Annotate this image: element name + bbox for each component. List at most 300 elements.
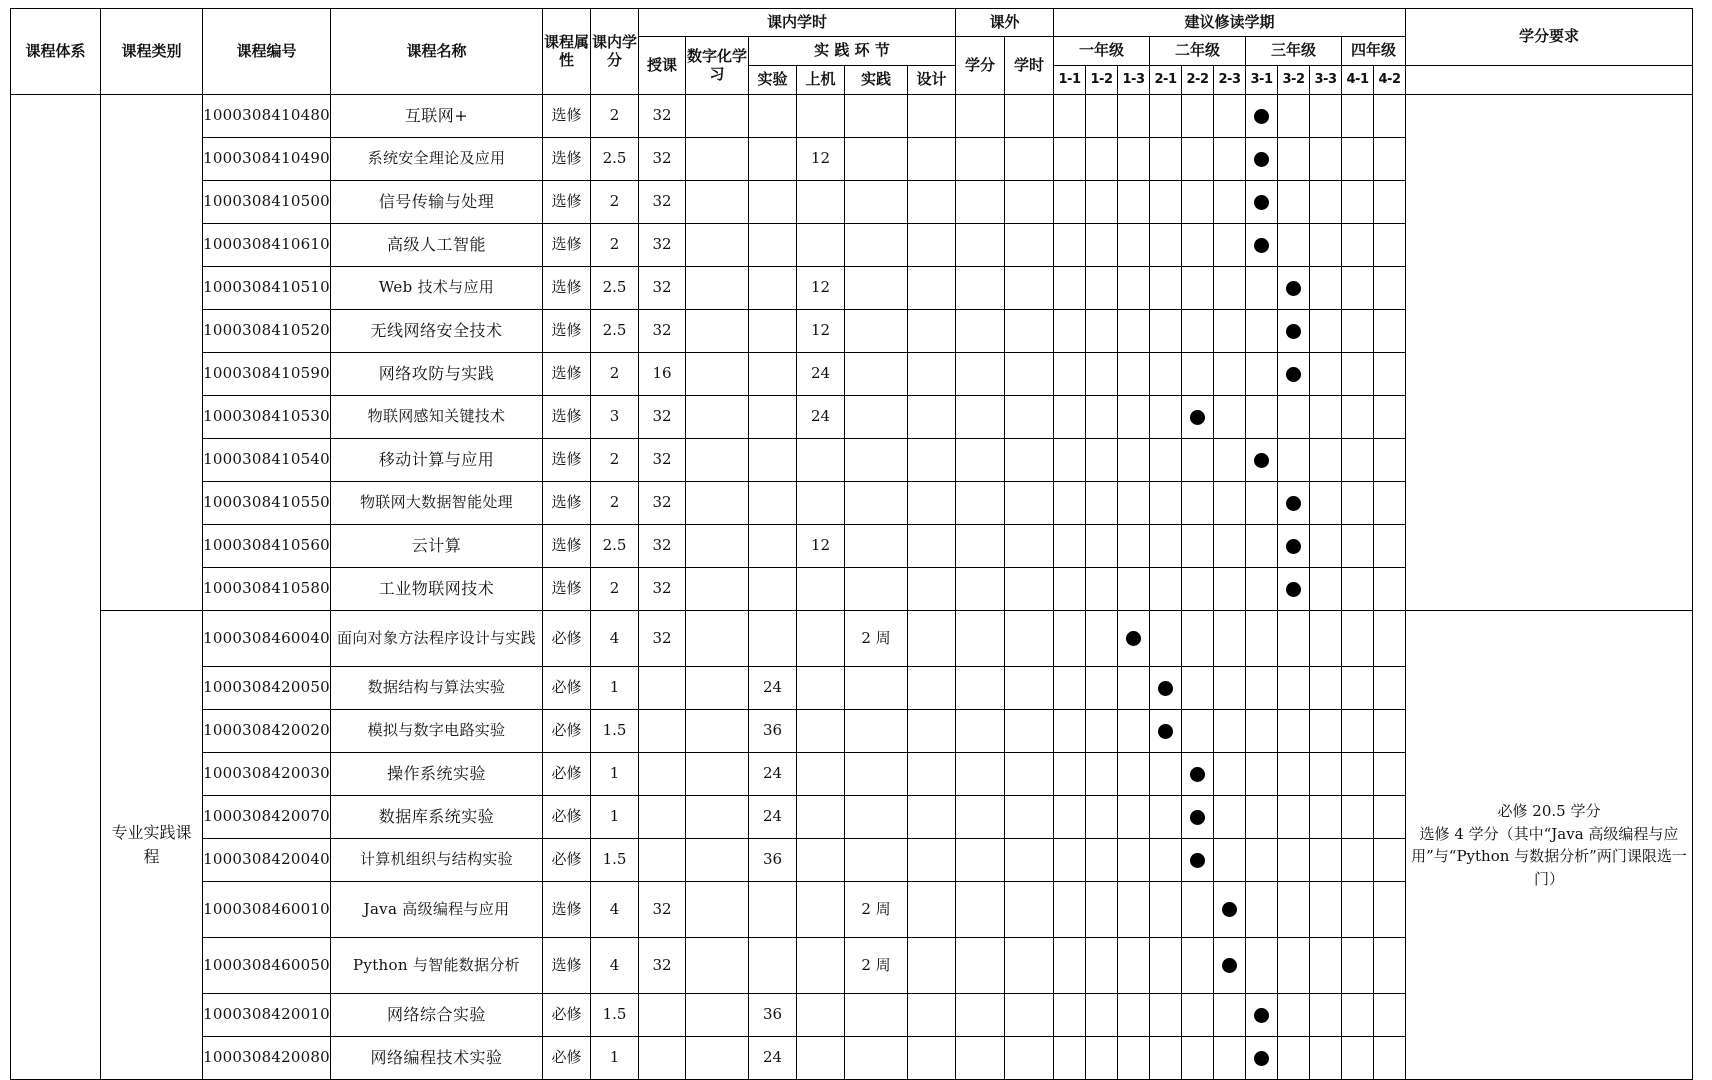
course-attr: 选修 bbox=[543, 525, 591, 568]
semester-cell-2-1 bbox=[1150, 525, 1182, 568]
semester-cell-2-1 bbox=[1150, 667, 1182, 710]
semester-cell-2-1 bbox=[1150, 839, 1182, 882]
requirement-line: 选修 4 学分（其中“Java 高级编程与应用”与“Python 与数据分析”两门课限选一门） bbox=[1411, 824, 1687, 888]
hours-out-hours bbox=[1005, 224, 1054, 267]
hours-lecture: 32 bbox=[639, 224, 686, 267]
semester-dot-icon bbox=[1190, 810, 1205, 825]
hours-digital bbox=[686, 796, 749, 839]
header-digital: 数字化学习 bbox=[686, 37, 749, 95]
hours-experiment bbox=[749, 882, 797, 938]
hours-practice bbox=[845, 796, 908, 839]
semester-cell-4-2 bbox=[1374, 353, 1406, 396]
hours-design bbox=[908, 882, 956, 938]
semester-cell-4-1 bbox=[1342, 994, 1374, 1037]
hours-out-hours bbox=[1005, 753, 1054, 796]
semester-cell-3-1 bbox=[1246, 1037, 1278, 1080]
hours-practice bbox=[845, 396, 908, 439]
semester-cell-2-3 bbox=[1214, 95, 1246, 138]
semester-cell-2-1 bbox=[1150, 882, 1182, 938]
course-code: 1000308420070 bbox=[203, 796, 331, 839]
course-code: 1000308460010 bbox=[203, 882, 331, 938]
semester-dot-icon bbox=[1158, 681, 1173, 696]
course-name: Web 技术与应用 bbox=[331, 267, 543, 310]
hours-out-credit bbox=[956, 994, 1005, 1037]
semester-cell-1-2 bbox=[1086, 938, 1118, 994]
hours-computer bbox=[797, 224, 845, 267]
course-attr: 必修 bbox=[543, 796, 591, 839]
hours-practice bbox=[845, 310, 908, 353]
semester-cell-3-2 bbox=[1278, 353, 1310, 396]
course-credit: 2.5 bbox=[591, 310, 639, 353]
semester-cell-2-3 bbox=[1214, 310, 1246, 353]
header-category: 课程类别 bbox=[101, 9, 203, 95]
semester-cell-2-3 bbox=[1214, 568, 1246, 611]
course-name: 互联网+ bbox=[331, 95, 543, 138]
semester-cell-4-1 bbox=[1342, 839, 1374, 882]
hours-practice bbox=[845, 667, 908, 710]
hours-design bbox=[908, 224, 956, 267]
semester-cell-4-2 bbox=[1374, 994, 1406, 1037]
course-code: 1000308460040 bbox=[203, 611, 331, 667]
course-code: 1000308410610 bbox=[203, 224, 331, 267]
hours-out-credit bbox=[956, 568, 1005, 611]
semester-cell-4-2 bbox=[1374, 1037, 1406, 1080]
course-credit: 4 bbox=[591, 611, 639, 667]
hours-lecture bbox=[639, 710, 686, 753]
semester-cell-3-2 bbox=[1278, 267, 1310, 310]
course-code: 1000308410490 bbox=[203, 138, 331, 181]
semester-cell-2-1 bbox=[1150, 710, 1182, 753]
hours-experiment bbox=[749, 181, 797, 224]
hours-digital bbox=[686, 95, 749, 138]
semester-cell-3-3 bbox=[1310, 439, 1342, 482]
semester-cell-3-1 bbox=[1246, 882, 1278, 938]
requirement-line: 必修 20.5 学分 bbox=[1497, 802, 1601, 820]
hours-practice bbox=[845, 224, 908, 267]
course-attr: 选修 bbox=[543, 439, 591, 482]
semester-cell-2-2 bbox=[1182, 994, 1214, 1037]
category-cell bbox=[101, 95, 203, 611]
hours-practice bbox=[845, 267, 908, 310]
hours-out-credit bbox=[956, 525, 1005, 568]
header-semester-3-1: 3-1 bbox=[1246, 66, 1278, 95]
semester-cell-1-3 bbox=[1118, 525, 1150, 568]
semester-cell-3-3 bbox=[1310, 753, 1342, 796]
semester-dot-icon bbox=[1286, 324, 1301, 339]
course-name: 物联网感知关键技术 bbox=[331, 396, 543, 439]
semester-cell-4-2 bbox=[1374, 95, 1406, 138]
semester-cell-2-2 bbox=[1182, 839, 1214, 882]
hours-experiment bbox=[749, 138, 797, 181]
hours-practice bbox=[845, 568, 908, 611]
header-attr: 课程属性 bbox=[543, 9, 591, 95]
hours-out-credit bbox=[956, 1037, 1005, 1080]
semester-cell-1-2 bbox=[1086, 882, 1118, 938]
semester-cell-2-3 bbox=[1214, 482, 1246, 525]
hours-digital bbox=[686, 525, 749, 568]
course-attr: 选修 bbox=[543, 938, 591, 994]
course-name: 操作系统实验 bbox=[331, 753, 543, 796]
hours-experiment: 24 bbox=[749, 1037, 797, 1080]
hours-practice bbox=[845, 839, 908, 882]
header-experiment: 实验 bbox=[749, 66, 797, 95]
semester-cell-1-1 bbox=[1054, 611, 1086, 667]
semester-cell-3-1 bbox=[1246, 224, 1278, 267]
semester-cell-1-2 bbox=[1086, 224, 1118, 267]
semester-cell-1-3 bbox=[1118, 138, 1150, 181]
hours-design bbox=[908, 138, 956, 181]
hours-digital bbox=[686, 611, 749, 667]
hours-computer: 12 bbox=[797, 267, 845, 310]
semester-cell-1-1 bbox=[1054, 310, 1086, 353]
curriculum-sheet bbox=[10, 8, 1693, 1080]
semester-cell-3-3 bbox=[1310, 95, 1342, 138]
semester-cell-3-3 bbox=[1310, 568, 1342, 611]
hours-out-credit bbox=[956, 667, 1005, 710]
hours-out-hours bbox=[1005, 353, 1054, 396]
hours-computer bbox=[797, 839, 845, 882]
semester-cell-4-1 bbox=[1342, 710, 1374, 753]
course-code: 1000308410510 bbox=[203, 267, 331, 310]
course-code: 1000308410530 bbox=[203, 396, 331, 439]
semester-cell-3-3 bbox=[1310, 1037, 1342, 1080]
semester-cell-1-3 bbox=[1118, 611, 1150, 667]
course-code: 1000308410560 bbox=[203, 525, 331, 568]
hours-out-hours bbox=[1005, 839, 1054, 882]
hours-experiment bbox=[749, 267, 797, 310]
hours-practice bbox=[845, 95, 908, 138]
semester-cell-2-3 bbox=[1214, 710, 1246, 753]
course-name: 云计算 bbox=[331, 525, 543, 568]
hours-out-credit bbox=[956, 353, 1005, 396]
hours-computer bbox=[797, 882, 845, 938]
semester-dot-icon bbox=[1286, 496, 1301, 511]
hours-digital bbox=[686, 439, 749, 482]
semester-cell-2-1 bbox=[1150, 482, 1182, 525]
semester-cell-3-2 bbox=[1278, 482, 1310, 525]
semester-cell-3-1 bbox=[1246, 310, 1278, 353]
course-credit: 1.5 bbox=[591, 994, 639, 1037]
header-out-credit: 学分 bbox=[956, 37, 1005, 95]
course-attr: 选修 bbox=[543, 482, 591, 525]
semester-cell-2-3 bbox=[1214, 611, 1246, 667]
semester-cell-2-3 bbox=[1214, 525, 1246, 568]
semester-cell-3-3 bbox=[1310, 938, 1342, 994]
hours-lecture bbox=[639, 1037, 686, 1080]
semester-cell-2-1 bbox=[1150, 1037, 1182, 1080]
semester-cell-4-1 bbox=[1342, 568, 1374, 611]
hours-computer bbox=[797, 95, 845, 138]
semester-cell-3-2 bbox=[1278, 667, 1310, 710]
semester-cell-3-1 bbox=[1246, 267, 1278, 310]
hours-lecture: 32 bbox=[639, 267, 686, 310]
credit-requirement bbox=[1406, 95, 1693, 611]
hours-out-hours bbox=[1005, 310, 1054, 353]
hours-practice: 2 周 bbox=[845, 938, 908, 994]
hours-out-credit bbox=[956, 310, 1005, 353]
hours-practice bbox=[845, 138, 908, 181]
hours-computer bbox=[797, 938, 845, 994]
semester-cell-3-2 bbox=[1278, 310, 1310, 353]
course-name: 无线网络安全技术 bbox=[331, 310, 543, 353]
semester-cell-4-1 bbox=[1342, 753, 1374, 796]
hours-digital bbox=[686, 710, 749, 753]
semester-cell-3-1 bbox=[1246, 439, 1278, 482]
hours-out-credit bbox=[956, 95, 1005, 138]
header-design: 设计 bbox=[908, 66, 956, 95]
semester-cell-4-2 bbox=[1374, 839, 1406, 882]
course-name: 网络编程技术实验 bbox=[331, 1037, 543, 1080]
hours-out-credit bbox=[956, 938, 1005, 994]
header-semester-3-3: 3-3 bbox=[1310, 66, 1342, 95]
semester-cell-1-1 bbox=[1054, 95, 1086, 138]
semester-cell-4-1 bbox=[1342, 396, 1374, 439]
hours-out-credit bbox=[956, 439, 1005, 482]
semester-cell-3-2 bbox=[1278, 753, 1310, 796]
hours-lecture bbox=[639, 796, 686, 839]
credit-requirement bbox=[1406, 611, 1693, 1080]
hours-experiment: 24 bbox=[749, 796, 797, 839]
semester-cell-3-3 bbox=[1310, 310, 1342, 353]
hours-experiment bbox=[749, 611, 797, 667]
course-attr: 必修 bbox=[543, 1037, 591, 1080]
course-code: 1000308460050 bbox=[203, 938, 331, 994]
semester-cell-3-3 bbox=[1310, 667, 1342, 710]
course-attr: 必修 bbox=[543, 994, 591, 1037]
semester-cell-3-1 bbox=[1246, 353, 1278, 396]
semester-cell-3-2 bbox=[1278, 710, 1310, 753]
hours-experiment bbox=[749, 310, 797, 353]
semester-cell-1-3 bbox=[1118, 224, 1150, 267]
hours-out-hours bbox=[1005, 882, 1054, 938]
hours-design bbox=[908, 667, 956, 710]
table-row bbox=[11, 611, 1693, 667]
course-credit: 2 bbox=[591, 224, 639, 267]
course-name: 网络攻防与实践 bbox=[331, 353, 543, 396]
semester-cell-2-1 bbox=[1150, 796, 1182, 839]
semester-cell-3-3 bbox=[1310, 138, 1342, 181]
header-computer: 上机 bbox=[797, 66, 845, 95]
semester-cell-4-2 bbox=[1374, 224, 1406, 267]
header-semester-4-2: 4-2 bbox=[1374, 66, 1406, 95]
header-lecture: 授课 bbox=[639, 37, 686, 95]
semester-cell-2-2 bbox=[1182, 224, 1214, 267]
hours-digital bbox=[686, 396, 749, 439]
semester-cell-3-2 bbox=[1278, 181, 1310, 224]
hours-computer: 12 bbox=[797, 525, 845, 568]
course-credit: 1.5 bbox=[591, 839, 639, 882]
semester-dot-icon bbox=[1158, 724, 1173, 739]
semester-cell-1-2 bbox=[1086, 667, 1118, 710]
hours-design bbox=[908, 938, 956, 994]
course-name: 数据库系统实验 bbox=[331, 796, 543, 839]
category-cell: 专业实践课程 bbox=[101, 611, 203, 1080]
hours-design bbox=[908, 353, 956, 396]
header-requirement-blank bbox=[1406, 66, 1693, 95]
semester-cell-2-2 bbox=[1182, 525, 1214, 568]
hours-lecture: 32 bbox=[639, 439, 686, 482]
semester-dot-icon bbox=[1286, 367, 1301, 382]
course-attr: 必修 bbox=[543, 839, 591, 882]
semester-cell-3-2 bbox=[1278, 882, 1310, 938]
semester-cell-2-1 bbox=[1150, 181, 1182, 224]
course-credit: 1.5 bbox=[591, 710, 639, 753]
header-system: 课程体系 bbox=[11, 9, 101, 95]
course-code: 1000308420080 bbox=[203, 1037, 331, 1080]
hours-out-credit bbox=[956, 611, 1005, 667]
hours-design bbox=[908, 482, 956, 525]
hours-computer bbox=[797, 181, 845, 224]
hours-practice bbox=[845, 710, 908, 753]
semester-cell-1-2 bbox=[1086, 1037, 1118, 1080]
semester-cell-1-2 bbox=[1086, 95, 1118, 138]
semester-cell-1-1 bbox=[1054, 353, 1086, 396]
semester-cell-1-1 bbox=[1054, 138, 1086, 181]
semester-dot-icon bbox=[1126, 631, 1141, 646]
semester-dot-icon bbox=[1286, 539, 1301, 554]
hours-computer bbox=[797, 482, 845, 525]
header-inclass-hours: 课内学时 bbox=[639, 9, 956, 37]
hours-out-credit bbox=[956, 267, 1005, 310]
semester-cell-1-3 bbox=[1118, 882, 1150, 938]
header-year-3: 三年级 bbox=[1246, 37, 1342, 66]
hours-design bbox=[908, 753, 956, 796]
semester-cell-3-1 bbox=[1246, 710, 1278, 753]
semester-cell-1-3 bbox=[1118, 568, 1150, 611]
hours-experiment: 24 bbox=[749, 667, 797, 710]
semester-cell-1-1 bbox=[1054, 525, 1086, 568]
semester-cell-1-2 bbox=[1086, 611, 1118, 667]
semester-cell-3-1 bbox=[1246, 839, 1278, 882]
semester-cell-4-2 bbox=[1374, 267, 1406, 310]
hours-experiment: 36 bbox=[749, 994, 797, 1037]
hours-computer bbox=[797, 439, 845, 482]
course-name: 物联网大数据智能处理 bbox=[331, 482, 543, 525]
semester-cell-1-1 bbox=[1054, 396, 1086, 439]
hours-digital bbox=[686, 753, 749, 796]
semester-cell-4-1 bbox=[1342, 611, 1374, 667]
semester-cell-2-1 bbox=[1150, 938, 1182, 994]
semester-cell-3-2 bbox=[1278, 224, 1310, 267]
hours-design bbox=[908, 267, 956, 310]
semester-cell-2-2 bbox=[1182, 482, 1214, 525]
semester-cell-1-3 bbox=[1118, 181, 1150, 224]
semester-cell-2-2 bbox=[1182, 138, 1214, 181]
hours-computer bbox=[797, 994, 845, 1037]
hours-design bbox=[908, 396, 956, 439]
hours-experiment: 24 bbox=[749, 753, 797, 796]
hours-experiment bbox=[749, 482, 797, 525]
curriculum-table bbox=[10, 8, 1693, 1080]
semester-cell-2-3 bbox=[1214, 796, 1246, 839]
hours-lecture: 32 bbox=[639, 482, 686, 525]
course-code: 1000308410540 bbox=[203, 439, 331, 482]
semester-dot-icon bbox=[1222, 958, 1237, 973]
hours-lecture: 32 bbox=[639, 138, 686, 181]
header-practice: 实践 bbox=[845, 66, 908, 95]
course-credit: 2.5 bbox=[591, 525, 639, 568]
semester-cell-3-3 bbox=[1310, 353, 1342, 396]
semester-cell-4-1 bbox=[1342, 796, 1374, 839]
hours-out-hours bbox=[1005, 396, 1054, 439]
semester-cell-1-1 bbox=[1054, 882, 1086, 938]
semester-cell-2-1 bbox=[1150, 224, 1182, 267]
hours-experiment bbox=[749, 439, 797, 482]
hours-computer bbox=[797, 796, 845, 839]
semester-cell-1-3 bbox=[1118, 396, 1150, 439]
header-year-1: 一年级 bbox=[1054, 37, 1150, 66]
hours-practice bbox=[845, 994, 908, 1037]
course-credit: 2 bbox=[591, 568, 639, 611]
header-semester-3-2: 3-2 bbox=[1278, 66, 1310, 95]
hours-practice bbox=[845, 1037, 908, 1080]
course-name: 模拟与数字电路实验 bbox=[331, 710, 543, 753]
semester-cell-2-1 bbox=[1150, 396, 1182, 439]
semester-cell-4-2 bbox=[1374, 667, 1406, 710]
semester-cell-2-2 bbox=[1182, 439, 1214, 482]
course-credit: 2.5 bbox=[591, 138, 639, 181]
header-semester-2-1: 2-1 bbox=[1150, 66, 1182, 95]
course-attr: 选修 bbox=[543, 310, 591, 353]
semester-dot-icon bbox=[1254, 152, 1269, 167]
semester-dot-icon bbox=[1254, 1051, 1269, 1066]
semester-cell-1-3 bbox=[1118, 796, 1150, 839]
semester-cell-3-3 bbox=[1310, 224, 1342, 267]
header-credit: 课内学分 bbox=[591, 9, 639, 95]
course-credit: 1 bbox=[591, 796, 639, 839]
hours-out-hours bbox=[1005, 138, 1054, 181]
hours-computer: 12 bbox=[797, 310, 845, 353]
semester-cell-1-1 bbox=[1054, 267, 1086, 310]
semester-cell-3-1 bbox=[1246, 568, 1278, 611]
semester-cell-3-2 bbox=[1278, 796, 1310, 839]
semester-cell-1-2 bbox=[1086, 994, 1118, 1037]
semester-cell-3-1 bbox=[1246, 796, 1278, 839]
hours-digital bbox=[686, 568, 749, 611]
hours-lecture bbox=[639, 753, 686, 796]
hours-design bbox=[908, 839, 956, 882]
hours-digital bbox=[686, 839, 749, 882]
course-code: 1000308410550 bbox=[203, 482, 331, 525]
semester-cell-1-3 bbox=[1118, 267, 1150, 310]
hours-out-credit bbox=[956, 138, 1005, 181]
hours-experiment bbox=[749, 396, 797, 439]
semester-cell-2-1 bbox=[1150, 138, 1182, 181]
hours-design bbox=[908, 994, 956, 1037]
hours-out-credit bbox=[956, 882, 1005, 938]
header-out-hours: 学时 bbox=[1005, 37, 1054, 95]
hours-lecture: 32 bbox=[639, 525, 686, 568]
hours-experiment bbox=[749, 95, 797, 138]
semester-cell-2-3 bbox=[1214, 396, 1246, 439]
semester-cell-1-2 bbox=[1086, 396, 1118, 439]
semester-cell-4-2 bbox=[1374, 710, 1406, 753]
hours-lecture: 32 bbox=[639, 181, 686, 224]
course-code: 1000308420010 bbox=[203, 994, 331, 1037]
semester-cell-3-2 bbox=[1278, 839, 1310, 882]
semester-cell-4-2 bbox=[1374, 181, 1406, 224]
semester-cell-2-1 bbox=[1150, 353, 1182, 396]
hours-practice bbox=[845, 353, 908, 396]
course-attr: 必修 bbox=[543, 753, 591, 796]
semester-cell-4-1 bbox=[1342, 667, 1374, 710]
semester-cell-4-2 bbox=[1374, 796, 1406, 839]
semester-cell-2-2 bbox=[1182, 710, 1214, 753]
hours-practice bbox=[845, 482, 908, 525]
hours-out-credit bbox=[956, 181, 1005, 224]
semester-cell-3-1 bbox=[1246, 181, 1278, 224]
semester-cell-3-3 bbox=[1310, 839, 1342, 882]
